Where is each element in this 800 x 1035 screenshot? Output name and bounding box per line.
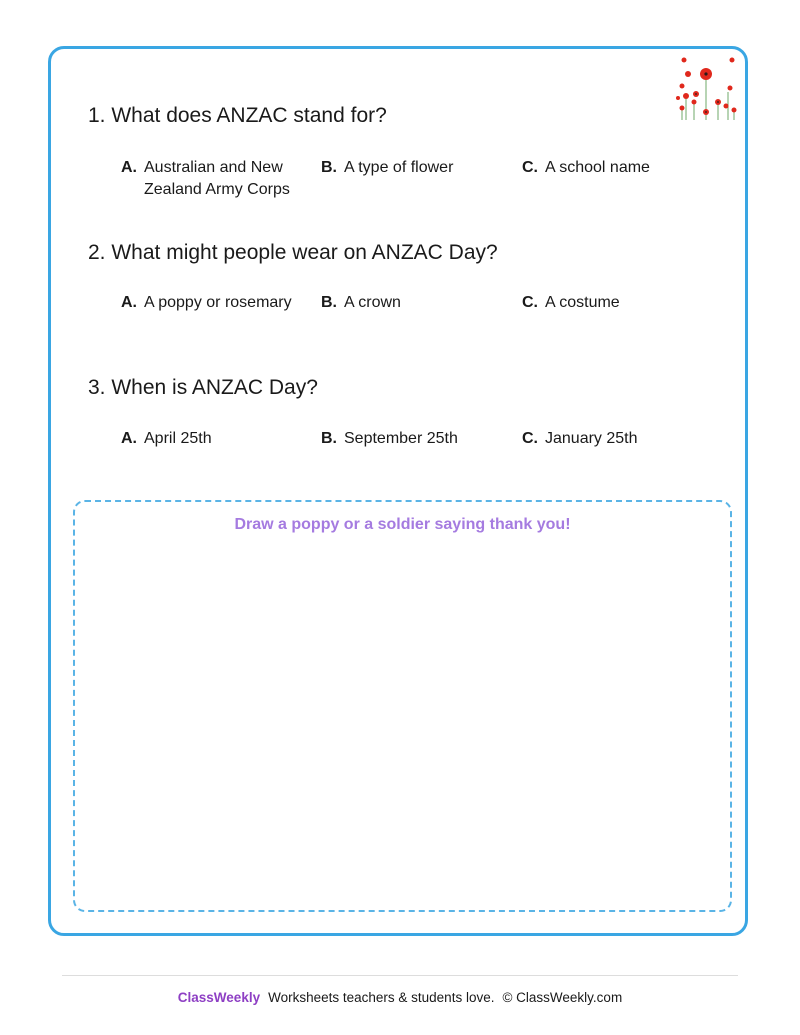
footer-divider [62,975,738,976]
question-1: 1. What does ANZAC stand for? [88,104,387,127]
option-letter: B. [321,294,337,311]
option-letter: A. [121,294,137,311]
question-2-option-a[interactable] [121,292,292,314]
question-2: 2. What might people wear on ANZAC Day? [88,241,498,264]
drawing-area[interactable] [73,500,732,912]
option-text: April 25th [144,430,212,447]
option-text: A type of flower [344,159,454,176]
footer-tagline: Worksheets teachers & students love. [268,990,495,1005]
option-letter: A. [121,159,137,176]
option-letter: B. [321,430,337,447]
question-3-option-c[interactable] [522,428,638,450]
option-text: A costume [545,294,620,311]
question-3-option-a[interactable] [121,428,212,450]
option-letter: B. [321,159,337,176]
footer [0,990,800,1005]
option-letter: C. [522,430,538,447]
option-text: A crown [344,294,401,311]
option-text: A poppy or rosemary [144,294,292,311]
question-1-option-c[interactable] [522,157,650,179]
option-text: A school name [545,159,650,176]
option-letter: C. [522,294,538,311]
option-letter: C. [522,159,538,176]
question-2-option-b[interactable] [321,292,401,314]
footer-copyright: © ClassWeekly.com [502,990,623,1005]
option-text: Australian and New Zealand Army Corps [144,159,290,198]
option-text: January 25th [545,430,638,447]
question-1-option-a[interactable] [121,157,309,201]
option-text: September 25th [344,430,458,447]
poppies-icon [674,52,740,122]
question-1-option-b[interactable] [321,157,453,179]
drawing-prompt: Draw a poppy or a soldier saying thank you! [234,516,571,533]
question-3: 3. When is ANZAC Day? [88,376,318,399]
question-3-option-b[interactable] [321,428,458,450]
footer-brand: ClassWeekly [177,990,261,1005]
question-2-option-c[interactable] [522,292,620,314]
option-letter: A. [121,430,137,447]
